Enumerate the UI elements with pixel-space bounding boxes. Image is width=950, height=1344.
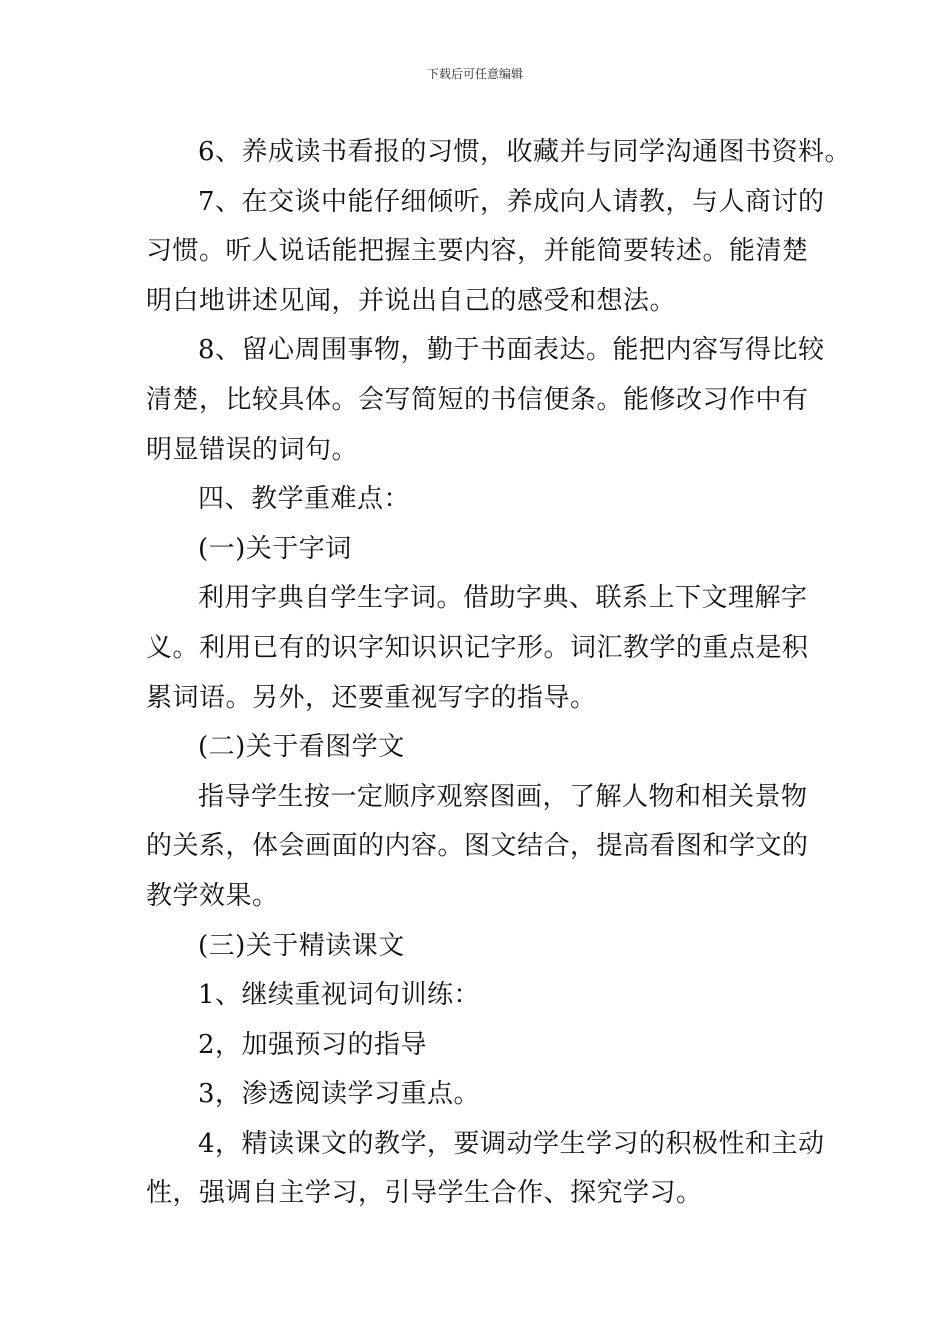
text-line: 8、留心周围事物，勤于书面表达。能把内容写得比较 (198, 335, 825, 366)
text-line: 累词语。另外，还要重视写字的指导。 (146, 682, 597, 713)
subsection-heading: (二)关于看图学文 (198, 732, 405, 763)
text-line: 利用字典自学生字词。借助字典、联系上下文理解字 (198, 583, 808, 614)
text-line: 明显错误的词句。 (146, 434, 359, 465)
text-line: 6、养成读书看报的习惯，收藏并与同学沟通图书资料。 (198, 137, 852, 167)
subsection-heading: (一)关于字词 (198, 533, 352, 564)
text-line: 明白地讲述见闻，并说出自己的感受和想法。 (146, 285, 677, 316)
subsection-heading: (三)关于精读课文 (198, 930, 405, 961)
text-line: 义。利用已有的识字知识识记字形。词汇教学的重点是积 (146, 632, 809, 663)
text-line: 指导学生按一定顺序观察图画，了解人物和相关景物 (198, 781, 808, 812)
text-line: 的关系，体会画面的内容。图文结合，提高看图和学文的 (146, 831, 809, 862)
list-item: 4，精读课文的教学，要调动学生学习的积极性和主动 (198, 1128, 825, 1159)
list-item: 2，加强预习的指导 (198, 1029, 428, 1060)
text-line: 性，强调自主学习，引导学生合作、探究学习。 (146, 1178, 703, 1209)
text-line: 7、在交谈中能仔细倾听，养成向人请教，与人商讨的 (198, 186, 825, 217)
section-heading: 四、教学重难点： (198, 484, 411, 515)
text-line: 教学效果。 (146, 880, 279, 911)
list-item: 3，渗透阅读学习重点。 (198, 1079, 481, 1110)
text-line: 习惯。听人说话能把握主要内容，并能简要转述。能清楚 (146, 236, 809, 267)
list-item: 1、继续重视词句训练： (198, 980, 481, 1011)
page-header: 下载后可任意编辑 (426, 67, 523, 81)
text-line: 清楚，比较具体。会写简短的书信便条。能修改习作中有 (146, 384, 809, 415)
document-body (146, 128, 852, 1219)
